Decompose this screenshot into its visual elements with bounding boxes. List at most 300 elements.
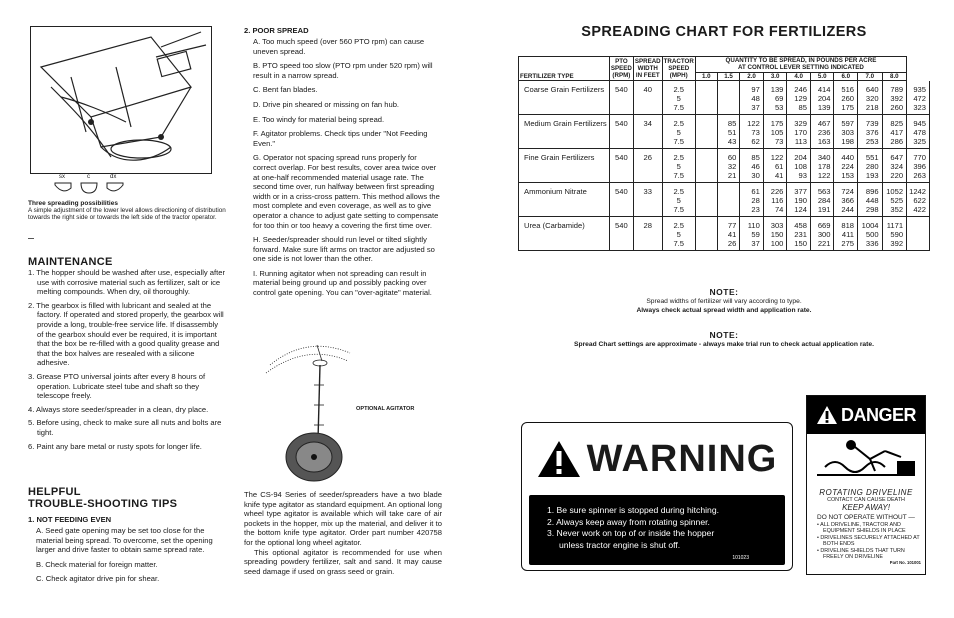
table-cell: 224 [834,162,858,171]
danger-part-number: Part No. 101001 [889,560,921,566]
table-cell [519,103,610,115]
table-cell: 329 [787,115,811,129]
not-feeding-item: C. Check agitator drive pin for shear. [36,574,160,584]
table-cell [609,239,633,251]
table-cell: 69 [763,94,787,103]
maintenance-item: 3. Grease PTO universal joints after every 8 hours of operation. Lubricate steel tube and shaft so they telescope freely. [28,371,206,401]
maintenance-list [28,268,226,455]
table-cell [609,171,633,183]
table-cell: 231 [787,230,811,239]
table-cell [717,81,740,95]
not-feeding-list [28,526,226,589]
table-cell: 124 [787,205,811,217]
col-header-quantity: QUANTITY TO BE SPREAD, IN POUNDS PER ACRE AT CONTROL LEVER SETTING INDICATED [695,57,906,73]
table-cell: 122 [740,115,764,129]
table-cell: 129 [787,94,811,103]
note-1-line2: Always check actual spread width and application rate. [636,307,812,314]
note-1-line1: Spread widths of fertilizer will vary according to type. [646,298,802,305]
setting-header: 8.0 [882,72,907,80]
table-cell: 472 [907,94,930,103]
table-cell: 41 [717,230,740,239]
table-cell: 85 [740,149,764,163]
table-cell [519,196,610,205]
poor-spread-item: D. Drive pin sheared or missing on fan hub. [253,99,400,109]
table-cell: 260 [882,103,907,115]
warning-list [529,495,785,551]
table-cell: 53 [763,103,787,115]
table-cell: 7.5 [662,103,695,115]
table-cell [633,230,662,239]
table-cell: 116 [763,196,787,205]
table-cell [695,217,717,231]
table-cell: 896 [858,183,883,197]
table-cell [633,94,662,103]
table-cell: 170 [787,128,811,137]
warning-triangle-icon [537,440,581,478]
table-cell: Medium Grain Fertilizers [519,115,610,129]
table-cell: Fine Grain Fertilizers [519,149,610,163]
table-cell [519,128,610,137]
table-cell: 32 [717,162,740,171]
maintenance-item: 6. Paint any bare metal or rusty spots for longer life. [28,441,202,451]
table-cell: 376 [858,128,883,137]
troubleshooting-heading-line2: TROUBLE-SHOOTING TIPS [28,498,178,510]
divider [28,238,34,239]
table-cell: 516 [834,81,858,95]
table-cell: 377 [787,183,811,197]
poor-spread-item: C. Bent fan blades. [253,85,318,95]
poor-spread-item: A. Too much speed (over 560 PTO rpm) can cause uneven spread. [253,37,425,56]
table-cell: 540 [609,81,633,95]
table-cell: 122 [810,171,834,183]
table-cell: 7.5 [662,239,695,251]
table-cell: 260 [834,94,858,103]
spread-label-center: c [87,174,90,180]
table-cell: 5 [662,128,695,137]
table-cell: 525 [882,196,907,205]
table-cell: 2.5 [662,149,695,163]
table-cell: 325 [907,137,930,149]
danger-word: DANGER [840,404,916,425]
table-cell: 221 [810,239,834,251]
table-cell [695,81,717,95]
table-cell [633,171,662,183]
table-cell: 352 [882,205,907,217]
warning-item: 1. Be sure spinner is stopped during hitching. [547,505,719,515]
note-1 [518,287,930,315]
warning-header [522,431,792,487]
table-cell: 540 [609,217,633,231]
table-cell: 1171 [882,217,907,231]
table-cell: 178 [810,162,834,171]
table-cell: 284 [810,196,834,205]
danger-label [806,395,926,575]
table-cell [695,196,717,205]
poor-spread-item: I. Running agitator when not spreading can result in material being ground up and possibly packing over control gate opening. You can "over-agitate" material. [253,268,432,298]
table-row [519,217,930,231]
table-row [519,81,930,95]
table-cell [519,162,610,171]
table-cell: 113 [787,137,811,149]
table-cell: 74 [763,205,787,217]
agitator-paragraph: The CS-94 Series of seeder/spreaders have a two blade knife type agitator as standard equipment. An optional long wheel type agitator is available which will take care of air pockets in the hopper, mix up the material, and deliver it to the bottom knife type agitator. Order part number 420758 for the optional long wheel agitator. [244,490,442,547]
setting-header: 7.0 [858,72,883,80]
danger-bullet: • DRIVELINE SHIELDS THAT TURN FREELY ON DRIVELINE [817,547,905,561]
table-cell: 739 [858,115,883,129]
table-cell: 204 [810,94,834,103]
table-cell: 59 [740,230,764,239]
table-cell [717,205,740,217]
spread-fan-center-icon [80,182,98,194]
warning-item: 3. Never work on top of or inside the hopper [547,528,715,539]
table-cell: 263 [907,171,930,183]
col-header-tractor: TRACTOR SPEED (MPH) [663,57,694,80]
note-1-heading: NOTE: [709,287,739,297]
table-cell: 669 [810,217,834,231]
table-cell: 448 [858,196,883,205]
not-feeding-item: B. Check material for foreign matter. [36,559,158,569]
warning-item: unless tractor engine is shut off. [559,539,681,550]
table-cell: 153 [834,171,858,183]
table-cell: 191 [810,205,834,217]
agitator-paragraph: This optional agitator is recommended for use when spreading powdery fertilizer, salt and sand. It may cause seed damage if used on grass seed or grain. [244,547,442,576]
table-cell [695,103,717,115]
table-cell: 392 [882,94,907,103]
troubleshooting-heading-line1: HELPFUL [28,486,81,498]
poor-spread-heading: 2. POOR SPREAD [244,26,309,35]
table-cell: 246 [787,81,811,95]
poor-spread-item: E. Too windy for material being spread. [253,114,385,124]
setting-header: 1.0 [695,72,717,80]
table-cell [695,94,717,103]
table-cell: 37 [740,239,764,251]
table-cell [695,171,717,183]
setting-header: 4.0 [787,72,811,80]
table-cell: 175 [763,115,787,129]
danger-do-not: DO NOT OPERATE WITHOUT — [817,514,915,521]
table-row [519,196,930,205]
danger-subtitle: CONTACT CAN CAUSE DEATH [827,497,905,503]
table-cell: 320 [858,94,883,103]
table-cell: 422 [907,205,930,217]
note-2-text: Spread Chart settings are approximate - always make trial run to check actual application rate. [574,341,874,348]
agitator-description [244,490,442,576]
table-cell: Coarse Grain Fertilizers [519,81,610,95]
table-cell: 150 [763,230,787,239]
spread-label-right: dx [110,174,117,180]
table-cell: 540 [609,183,633,197]
entanglement-icon [815,437,919,483]
table-cell: 2.5 [662,115,695,129]
table-row [519,94,930,103]
table-cell: 286 [882,137,907,149]
table-cell [633,162,662,171]
table-cell: 622 [907,196,930,205]
table-cell: 23 [740,205,764,217]
table-cell [907,230,930,239]
spread-fan-left-icon [54,182,72,194]
setting-header: 6.0 [834,72,858,80]
table-cell: 818 [834,217,858,231]
table-row [519,239,930,251]
table-cell [609,205,633,217]
agitator-illustration [262,335,352,485]
table-cell [633,205,662,217]
table-cell: 303 [834,128,858,137]
table-cell: 100 [763,239,787,251]
table-cell: 563 [810,183,834,197]
table-cell: 41 [763,171,787,183]
table-row [519,115,930,129]
danger-text [811,488,921,565]
table-cell: 122 [763,149,787,163]
setting-header: 5.0 [810,72,834,80]
table-cell [519,171,610,183]
table-cell: 336 [858,239,883,251]
table-cell [717,94,740,103]
table-cell: 500 [858,230,883,239]
table-cell: 139 [763,81,787,95]
table-cell: 640 [858,81,883,95]
table-cell [519,239,610,251]
table-cell: 5 [662,94,695,103]
table-cell: 7.5 [662,137,695,149]
table-cell: 467 [810,115,834,129]
maintenance-item: 1. The hopper should be washed after use, especially after use with corrosive material such as fertilizer, salt or ice melting compounds. When dry, oil thoroughly. [28,268,225,297]
table-cell: 236 [810,128,834,137]
table-cell: 597 [834,115,858,129]
poor-spread-list [244,37,440,303]
setting-header: 2.0 [740,72,764,80]
table-cell: 204 [787,149,811,163]
maintenance-heading: MAINTENANCE [28,256,113,268]
danger-bullet: • DRIVELINES SECURELY ATTACHED AT BOTH ENDS [817,534,920,548]
table-cell: 21 [717,171,740,183]
table-cell: 28 [633,217,662,231]
not-feeding-item: A. Seed gate opening may be set too close for the material being spread. To overcome, set the opening larger and drive faster to obtain same spread rate. [36,526,213,555]
table-cell [695,128,717,137]
table-cell: 62 [740,137,764,149]
table-cell: 551 [858,149,883,163]
table-cell: 226 [763,183,787,197]
table-cell: 105 [763,128,787,137]
table-cell [633,103,662,115]
table-cell: 5 [662,162,695,171]
table-cell: 590 [882,230,907,239]
poor-spread-item: B. PTO speed too slow (PTO rpm under 520 rpm) will result in a narrow spread. [253,61,433,80]
table-cell [717,183,740,197]
table-cell: 789 [882,81,907,95]
table-cell: 417 [882,128,907,137]
spread-label-left: sx [59,174,65,180]
table-cell: 2.5 [662,217,695,231]
spread-fan-right-icon [106,182,124,194]
table-cell: 28 [740,196,764,205]
setting-header: 3.0 [763,72,787,80]
note-2-heading: NOTE: [709,330,739,340]
table-cell: 414 [810,81,834,95]
table-cell: 2.5 [662,81,695,95]
table-cell: 244 [834,205,858,217]
maintenance-item: 4. Always store seeder/spreader in a clean, dry place. [28,404,209,414]
table-cell: 340 [810,149,834,163]
table-cell: 1242 [907,183,930,197]
table-cell: 40 [633,81,662,95]
table-cell: 280 [858,162,883,171]
table-cell: 540 [609,115,633,129]
table-cell [695,149,717,163]
table-cell: 458 [787,217,811,231]
poor-spread-item: F. Agitator problems. Check tips under "Not Feeding Even." [253,129,428,148]
chart-title: SPREADING CHART FOR FERTILIZERS [581,24,867,40]
table-cell: 34 [633,115,662,129]
table-cell: 647 [882,149,907,163]
table-cell: 33 [633,183,662,197]
table-cell: 300 [810,230,834,239]
table-row [519,205,930,217]
table-cell: 190 [787,196,811,205]
table-cell [633,128,662,137]
poor-spread-item: H. Seeder/spreader should run level or tilted slightly forward. Make sure lift arms on tractor are adjusted so one side is not lower than the other. [253,235,435,264]
table-cell: 724 [834,183,858,197]
table-cell: 935 [907,81,930,95]
table-cell [609,162,633,171]
illustration-caption-text: A simple adjustment of the lower level allows directioning of distribution towards the right side or towards the left side of the tractor operator. [28,207,226,222]
table-cell: 396 [907,162,930,171]
table-cell [695,162,717,171]
table-cell: 5 [662,196,695,205]
table-cell [519,205,610,217]
table-cell [717,196,740,205]
table-cell: 108 [787,162,811,171]
table-cell [609,128,633,137]
table-cell: 77 [717,217,740,231]
table-cell [695,183,717,197]
table-cell: Ammonium Nitrate [519,183,610,197]
danger-title: ROTATING DRIVELINE [819,488,913,497]
spreader-illustration [30,26,212,174]
table-cell: 411 [834,230,858,239]
table-cell: 26 [717,239,740,251]
table-cell [695,115,717,129]
note-2 [518,330,930,349]
table-cell: 46 [740,162,764,171]
table-cell: 275 [834,239,858,251]
table-row [519,183,930,197]
warning-label [521,422,793,571]
table-cell: Urea (Carbamide) [519,217,610,231]
setting-header: 1.5 [717,72,740,80]
troubleshooting-heading [28,486,177,510]
table-cell [717,103,740,115]
table-cell: 440 [834,149,858,163]
table-cell [633,239,662,251]
danger-keep-away: KEEP AWAY! [842,503,890,512]
table-cell: 478 [907,128,930,137]
table-cell: 770 [907,149,930,163]
table-cell: 7.5 [662,171,695,183]
table-cell: 298 [858,205,883,217]
table-cell [609,196,633,205]
chart-body [519,81,930,251]
table-cell [609,230,633,239]
warning-item: 2. Always keep away from rotating spinner. [547,516,710,527]
table-cell [695,205,717,217]
table-cell: 303 [763,217,787,231]
col-header-fertilizer: FERTILIZER TYPE [519,57,610,81]
table-cell: 175 [834,103,858,115]
danger-bullet: • ALL DRIVELINE, TRACTOR AND EQUIPMENT SHIELDS IN PLACE [817,522,906,535]
table-row [519,230,930,239]
table-cell [633,196,662,205]
table-cell: 1052 [882,183,907,197]
table-row [519,171,930,183]
table-row [519,149,930,163]
table-cell: 366 [834,196,858,205]
table-cell: 61 [763,162,787,171]
table-cell: 540 [609,149,633,163]
table-cell: 150 [787,239,811,251]
table-cell [609,137,633,149]
table-cell: 323 [907,103,930,115]
table-cell [609,94,633,103]
table-cell: 73 [740,128,764,137]
table-cell: 30 [740,171,764,183]
table-cell: 139 [810,103,834,115]
table-cell: 26 [633,149,662,163]
table-cell: 60 [717,149,740,163]
spread-pattern-icons [54,174,134,196]
table-cell [907,239,930,251]
table-cell: 945 [907,115,930,129]
table-cell [519,137,610,149]
maintenance-item: 2. The gearbox is filled with lubricant and sealed at the factory. If operated and stored properly, the gearbox will provide a long, trouble-free service life. If disassembly of the gearbox should ever be required, it is important that the box be re-filled with a good quality grease and that the box halves are resealed with a silicone adhesive. [28,300,224,368]
maintenance-item: 5. Before using, check to make sure all nuts and bolts are tight. [28,418,222,437]
table-cell [519,230,610,239]
table-row [519,103,930,115]
table-cell: 97 [740,81,764,95]
table-cell: 5 [662,230,695,239]
table-cell [633,137,662,149]
table-cell [609,103,633,115]
agitator-label: OPTIONAL AGITATOR [356,406,415,412]
table-cell [695,137,717,149]
danger-header [807,396,925,434]
table-cell: 163 [810,137,834,149]
table-cell: 85 [717,115,740,129]
poor-spread-item: G. Operator not spacing spread runs properly for correct overlap. For best results, cover area twice over at one-half recommended material usage rate. The second time over, run halfway between first spreading width or in a criss-cross pattern. This method allows the most complete and even coverage, as well as to give operator a chance to adjust gate setting to compensate for too thin or too heavy a covering the first time over. [253,153,440,230]
table-cell: 253 [858,137,883,149]
spreading-chart-table [518,56,930,251]
table-row [519,162,930,171]
table-cell: 51 [717,128,740,137]
table-cell: 1004 [858,217,883,231]
table-cell: 7.5 [662,205,695,217]
danger-triangle-icon [816,405,838,425]
warning-word: WARNING [586,437,778,480]
table-cell [695,230,717,239]
table-row [519,137,930,149]
table-cell: 825 [882,115,907,129]
table-cell [519,94,610,103]
table-row [519,128,930,137]
table-cell: 61 [740,183,764,197]
table-cell: 110 [740,217,764,231]
table-cell: 85 [787,103,811,115]
not-feeding-heading: 1. NOT FEEDING EVEN [28,515,112,524]
warning-part-number: 101023 [732,555,749,561]
warning-panel [529,495,785,565]
